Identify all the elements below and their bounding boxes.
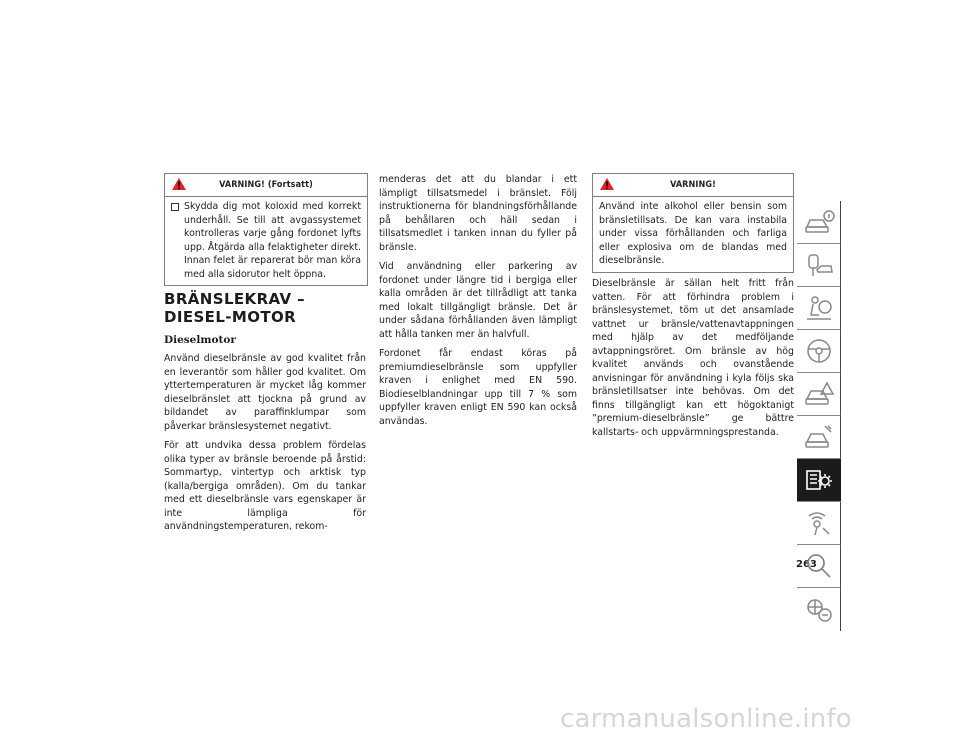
warning-title: VARNING! (Fortsatt) [219,180,313,190]
paragraph: Dieselbränsle är sällan helt fritt från vatten. För att förhindra problem i bränslesystemet, töm ut det ansamlade vattnet ur bränsle/vattenavtappningen med hjälp av det medföljande avtappningsröret. Om bränsle av hög kvalitet används och ovanstående anvisningar för användning i kyla följs ska bränsletillsatser inte behövas. Om det finns tillgängligt kan ett högoktanigt ”premium-dieselbränsle” ge bättre kallstarts- och uppvärmningsprestanda. [592,278,794,438]
section-title: BRÄNSLEKRAV – DIESEL-MOTOR [164,290,306,326]
warning-triangle-icon [171,177,187,191]
warning-box [592,173,794,273]
subsection-title: Dieselmotor [164,334,236,346]
multimedia-icon [803,508,835,538]
car-warning-icon [803,379,835,409]
tab-safety[interactable] [797,287,841,330]
page-number: 263 [796,559,817,570]
paragraph: Fordonet får endast köras på premiumdieselbränsle som uppfyller kraven i enlighet med EN 590. Biodieselblandningar upp till 7 % som uppfyller kraven enligt EN 590 kan också användas. [379,348,577,427]
tab-driving[interactable] [797,330,841,373]
paragraph: Vid användning eller parkering av fordonet under längre tid i bergiga eller kalla områden är det tillrådligt att tanka med lokalt tillgängligt bränsle. Det är under sådana förhållanden även lämpligt att hålla tanken mer än halvfull. [379,261,577,340]
car-key-icon [803,250,835,280]
warning-header [165,174,367,197]
paragraph: För att undvika dessa problem fördelas olika typer av bränsle beroende på årstid: Sommartyp, vintertyp och arktisk typ (kalla/bergiga områden). Om du tankar med ett dieselbränsle vars egenskaper är inte lämpliga för användningstemperaturen, rekom- [164,440,366,532]
language-icon [803,595,835,625]
paragraph: Använd dieselbränsle av god kvalitet från en leverantör som håller god kvalitet. Om yttertemperaturen är mycket låg kommer dieselbränslet att tjockna på grund av bildandet av paraffinklumpar som påverkar bränslesystemet negativt. [164,353,366,432]
tab-technical-specs[interactable] [797,459,841,502]
steering-wheel-icon [803,336,835,366]
warning-text: Använd inte alkohol eller bensin som bränsletillsats. De kan vara instabila under vissa förhållanden och farliga eller explosiva om de blandas med dieselbränsle. [599,201,787,266]
tab-multimedia[interactable] [797,502,841,545]
column-1-text [164,352,366,534]
chapter-tabs [797,201,841,631]
car-info-icon [803,207,835,237]
tab-keys[interactable] [797,244,841,287]
warning-header [593,174,793,197]
airbag-icon [803,293,835,323]
tab-languages[interactable] [797,588,841,631]
tab-car-info[interactable] [797,201,841,244]
search-icon [803,551,835,581]
car-service-icon [803,422,835,452]
tab-service[interactable] [797,416,841,459]
warning-bullet [171,200,361,281]
warning-bullet-text: Skydda dig mot koloxid med korrekt underhåll. Se till att avgassystemet kontrolleras varje gång fordonet lyfts upp. Åtgärda alla felaktigheter direkt. Innan felet är reparerat bör man köra med alla sidorutor helt öppna. [184,201,361,280]
tab-index[interactable] [797,545,841,588]
warning-title: VARNING! [670,180,716,190]
column-2-text [379,173,577,428]
paragraph: menderas det att du blandar i ett lämpligt tillsatsmedel i bränslet. Följ instruktionerna för blandningsförhållande på behållaren och häll sedan i tillsatsmedlet i tanken innan du fyller på bränsle. [379,174,577,253]
warning-box-continued [164,173,368,286]
column-3-text [592,277,794,439]
warning-triangle-icon [599,177,615,191]
tab-emergency[interactable] [797,373,841,416]
bullet-box-icon [171,203,179,211]
watermark: carmanualsonline.info [560,704,852,734]
specs-gear-icon [803,465,835,495]
